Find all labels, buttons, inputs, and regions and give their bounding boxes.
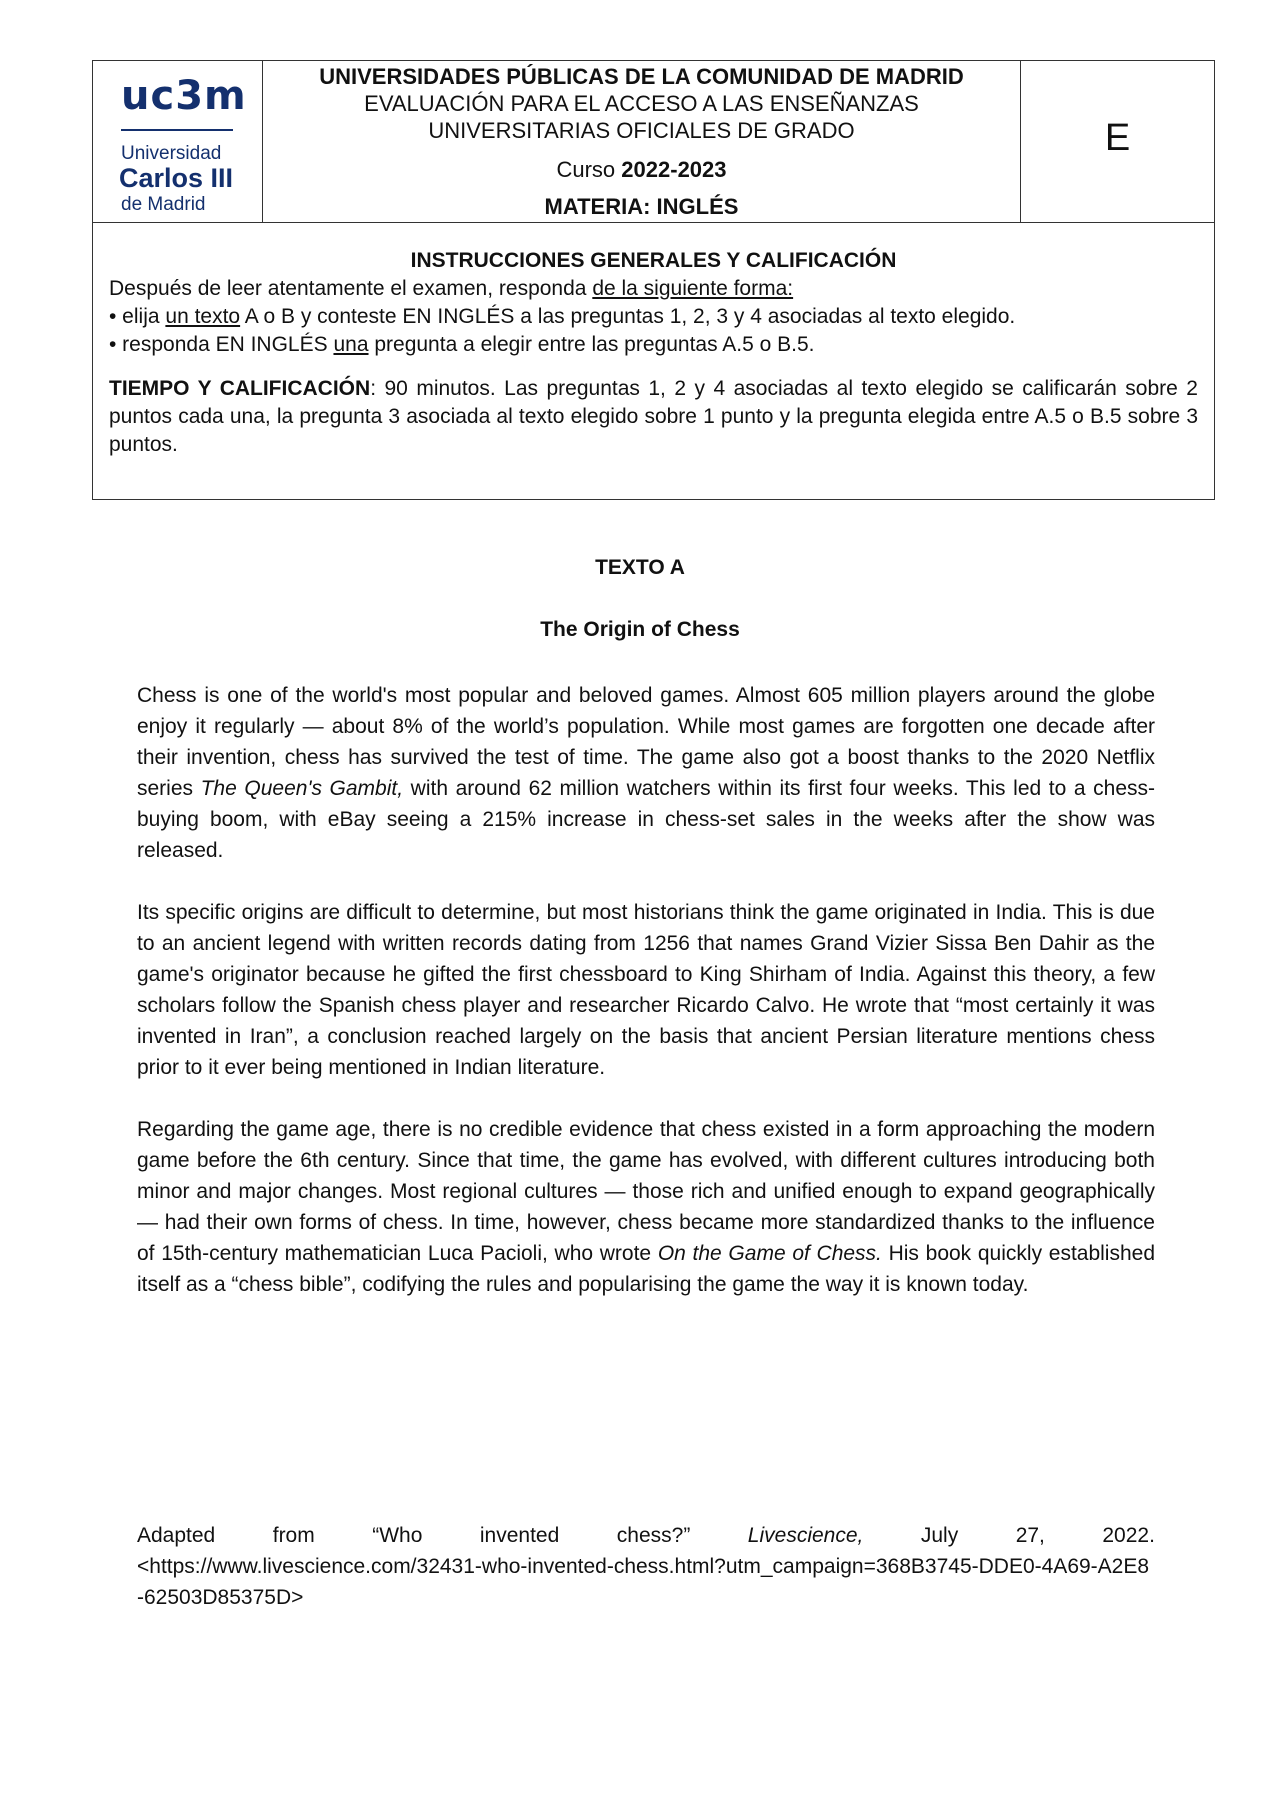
p1-start: Chess is one of the world's most popular and beloved games. Almost 605 million players around the globe enjoy it regularly — about 8% of the world’s population. While most games are forgotten one decade after their invention, chess has survived the test of time. The game also got a boost thanks to the 2020 Netflix series [137,684,1155,800]
p3-start: Regarding the game age, there is no credible evidence that chess existed in a form approaching the modern game before the 6th century. Since that time, the game has evolved, with different cultures introducing both minor and major changes. Most regional cultures — those rich and unified enough to expand geographically — had their own forms of chess. In time, however, chess became more standardized thanks to the influence of 15th-century mathematician Luca Pacioli, who wrote [137,1118,1155,1265]
source-citation [137,1520,1155,1613]
instructions-block [93,223,1214,459]
p1-end: with around 62 million watchers within its first four weeks. This led to a chess-buying boom, with eBay seeing a 215% increase in chess-set sales in the weeks after the show was released. [137,777,1155,862]
subject-line: MATERIA: INGLÉS [544,194,739,219]
instruction-bullet-1 [109,303,1198,331]
cite-word: Adapted [137,1524,216,1547]
bullet2-end: pregunta a elegir entre las preguntas A.5 o B.5. [368,333,815,356]
text-title: The Origin of Chess [540,618,740,641]
paragraph-3 [137,1114,1155,1300]
cite-word: 27, [1015,1524,1045,1547]
exam-title-cell [263,61,1020,222]
bullet2-start: • responda EN INGLÉS [109,333,334,356]
logo-divider [121,129,233,131]
cite-publication: Livescience, [747,1524,864,1547]
course-years: 2022-2023 [621,157,727,182]
header-table [92,60,1215,500]
header-top-row [93,61,1214,223]
bullet1-underlined: un texto [165,305,241,328]
p3-end: His book quickly established itself as a “chess bible”, codifying the rules and popularising the game the way it is known today. [137,1242,1156,1296]
logo-brand: uc3m [121,73,247,119]
course-label: Curso [556,157,616,182]
course-line [263,156,1020,183]
citation-line [137,1520,1155,1551]
time-label: TIEMPO Y CALIFICACIÓN [109,377,371,400]
cite-word: chess?” [616,1524,691,1547]
title-line3: UNIVERSITARIAS OFICIALES DE GRADO [428,118,855,143]
cite-word: July [920,1524,959,1547]
exam-code: E [1020,61,1214,222]
time-and-grading [109,375,1198,459]
paragraph-1 [137,680,1155,866]
bullet1-start: • elija [109,305,166,328]
bullet2-underlined: una [333,333,369,356]
cite-word: “Who [372,1524,423,1547]
text-label: TEXTO A [595,556,685,579]
title-line1: UNIVERSIDADES PÚBLICAS DE LA COMUNIDAD DE MADRID [319,64,964,89]
logo-line2: Carlos III [119,163,234,193]
time-text: : 90 minutos. Las preguntas 1, 2 y 4 asociadas al texto elegido se calificarán sobre 2 puntos cada una, la pregunta 3 asociada al texto elegido sobre 1 punto y la pregunta elegida entre A.5 o B.5 sobre 3 puntos. [109,377,1198,456]
instructions-title: INSTRUCCIONES GENERALES Y CALIFICACIÓN [410,249,897,272]
instructions-intro [109,275,1198,303]
bullet1-end: A o B y conteste EN INGLÉS a las preguntas 1, 2, 3 y 4 asociadas al texto elegido. [240,305,1016,328]
cite-word: invented [479,1524,560,1547]
text-body [137,680,1155,1331]
p3-italic: On the Game of Chess. [657,1242,882,1265]
university-logo [93,61,263,222]
intro-underlined: de la siguiente forma: [592,277,794,300]
paragraph-2: Its specific origins are difficult to determine, but most historians think the game originated in India. This is due to an ancient legend with written records dating from 1256 that names Grand Vizier Sissa Ben Dahir as the game's originator because he gifted the first chessboard to King Shirham of India. Against this theory, a few scholars follow the Spanish chess player and researcher Ricardo Calvo. He wrote that “most certainly it was invented in Iran”, a conclusion reached largely on the basis that ancient Persian literature mentions chess prior to it ever being mentioned in Indian literature. [137,901,1155,1079]
logo-line3: de Madrid [121,194,206,215]
cite-word: from [272,1524,315,1547]
p1-italic: The Queen's Gambit, [200,777,404,800]
cite-word: 2022. [1102,1524,1155,1547]
citation-url: <https://www.livescience.com/32431-who-invented-chess.html?utm_campaign=368B3745-DDE0-4A69-A2E8-62503D85375D> [137,1555,1150,1609]
intro-text: Después de leer atentamente el examen, responda [109,277,593,300]
title-line2: EVALUACIÓN PARA EL ACCESO A LAS ENSEÑANZAS [364,91,919,116]
logo-line1: Universidad [121,143,222,164]
instruction-bullet-2 [109,331,1198,359]
